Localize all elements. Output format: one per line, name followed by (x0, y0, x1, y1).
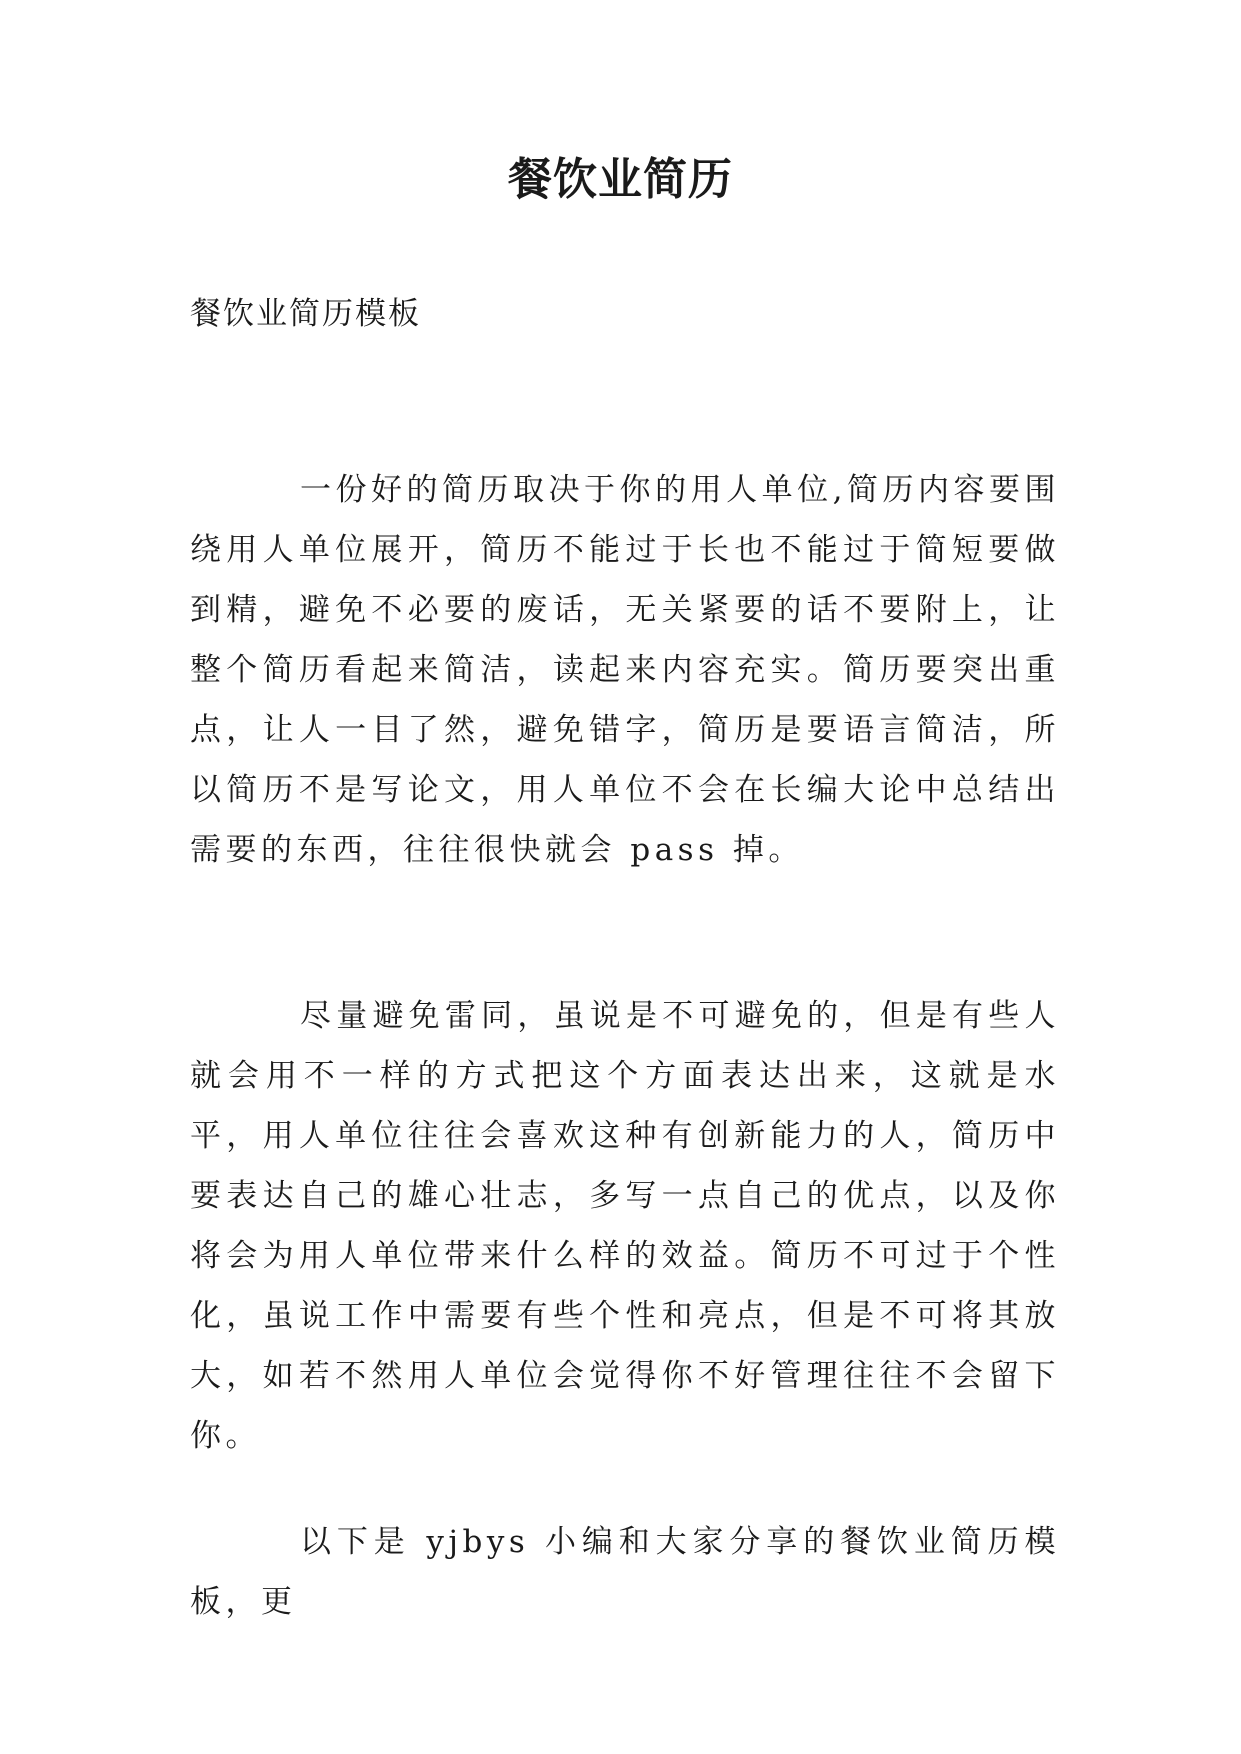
paragraph-2: 尽量避免雷同，虽说是不可避免的，但是有些人就会用不一样的方式把这个方面表达出来，这就是水平，用人单位往往会喜欢这种有创新能力的人，简历中要表达自己的雄心壮志，多写一点自己的优点，以及你将会为用人单位带来什么样的效益。简历不可过于个性化，虽说工作中需要有些个性和亮点，但是不可将其放大，如若不然用人单位会觉得你不好管理往往不会留下你。 (190, 998, 1060, 1454)
paragraph-1: 一份好的简历取决于你的用人单位,简历内容要围绕用人单位展开，简历不能过于长也不能过于简短要做到精，避免不必要的废话，无关紧要的话不要附上，让整个简历看起来简洁，读起来内容充实。简历要突出重点，让人一目了然，避免错字，简历是要语言简洁，所以简历不是写论文，用人单位不会在长编大论中总结出需要的东西，往往很快就会 pass 掉。 (190, 472, 1060, 868)
document-title: 餐饮业简历 (508, 154, 733, 205)
paragraph-3: 以下是 yjbys 小编和大家分享的餐饮业简历模板，更 (190, 1524, 1060, 1620)
document-subtitle: 餐饮业简历模板 (190, 296, 421, 332)
